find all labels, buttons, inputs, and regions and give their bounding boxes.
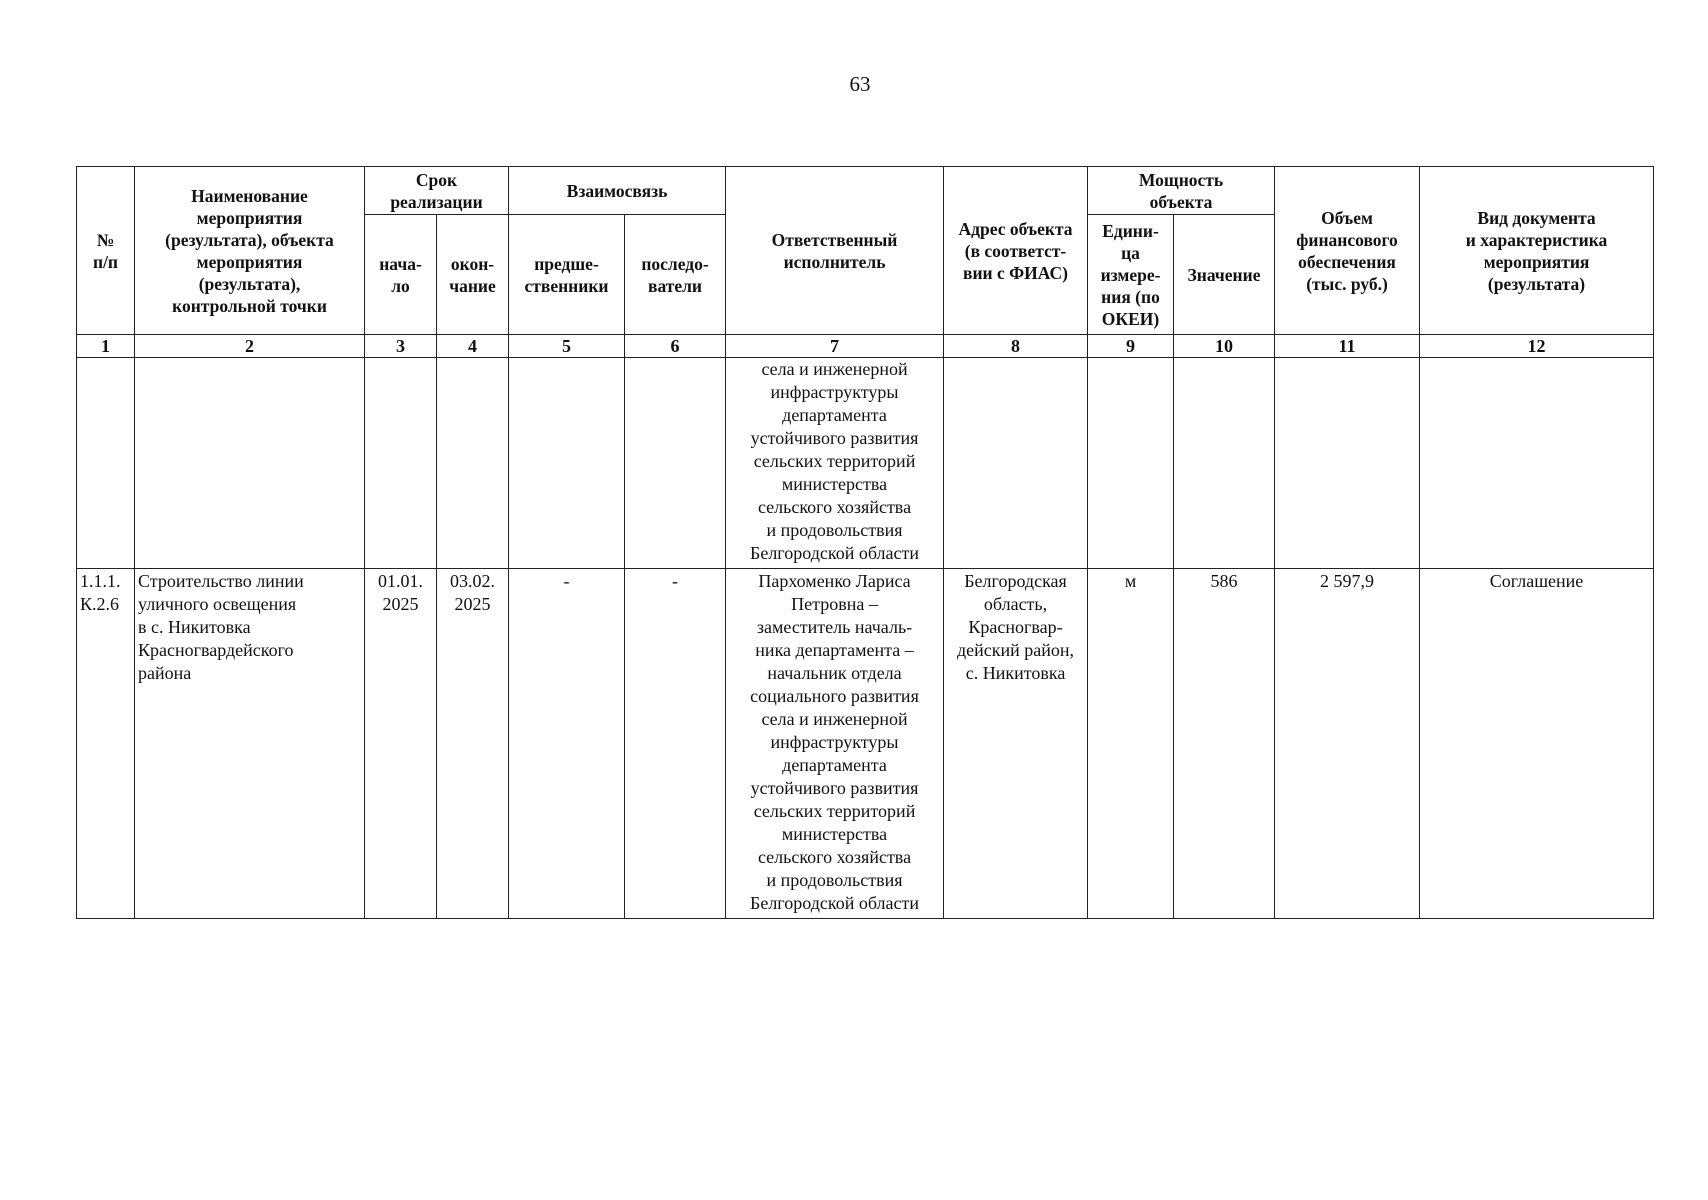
- cell-prev: -: [509, 569, 625, 919]
- cell-finance: [1275, 358, 1420, 569]
- cell-responsible: села и инженерной инфраструктуры департамента устойчивого развития сельских территорий министерства сельского хозяйства и продовольствия Белгородской области: [726, 358, 944, 569]
- header-term: Срок реализации: [365, 167, 509, 215]
- column-number: 12: [1420, 335, 1654, 358]
- header-no: № п/п: [77, 167, 135, 335]
- cell-end: [437, 358, 509, 569]
- column-number: 10: [1174, 335, 1275, 358]
- header-term-start: нача- ло: [365, 215, 437, 335]
- cell-address: Белгородская область, Красногвар- дейский район, с. Никитовка: [944, 569, 1088, 919]
- cell-next: [625, 358, 726, 569]
- header-address: Адрес объекта (в соответст- вии с ФИАС): [944, 167, 1088, 335]
- header-doc: Вид документа и характеристика мероприятия (результата): [1420, 167, 1654, 335]
- column-number: 4: [437, 335, 509, 358]
- cell-start: 01.01. 2025: [365, 569, 437, 919]
- cell-finance: 2 597,9: [1275, 569, 1420, 919]
- column-number: 8: [944, 335, 1088, 358]
- header-capacity: Мощность объекта: [1088, 167, 1275, 215]
- header-capacity-value: Значение: [1174, 215, 1275, 335]
- cell-doc: [1420, 358, 1654, 569]
- column-number: 6: [625, 335, 726, 358]
- events-table: [76, 166, 1654, 919]
- cell-unit: м: [1088, 569, 1174, 919]
- cell-doc: Соглашение: [1420, 569, 1654, 919]
- cell-start: [365, 358, 437, 569]
- header-capacity-unit: Едини- ца измере- ния (по ОКЕИ): [1088, 215, 1174, 335]
- header-finance: Объем финансового обеспечения (тыс. руб.): [1275, 167, 1420, 335]
- cell-value: 586: [1174, 569, 1275, 919]
- column-number: 11: [1275, 335, 1420, 358]
- cell-name: [135, 358, 365, 569]
- header-link-prev: предше- ственники: [509, 215, 625, 335]
- header-name: Наименование мероприятия (результата), объекта мероприятия (результата), контрольной точки: [135, 167, 365, 335]
- table-row: [77, 358, 1654, 569]
- header-term-end: окон- чание: [437, 215, 509, 335]
- column-number: 5: [509, 335, 625, 358]
- column-number: 7: [726, 335, 944, 358]
- cell-next: -: [625, 569, 726, 919]
- cell-unit: [1088, 358, 1174, 569]
- events-table-container: [76, 166, 1653, 919]
- column-number: 1: [77, 335, 135, 358]
- header-link: Взаимосвязь: [509, 167, 726, 215]
- cell-no: [77, 358, 135, 569]
- cell-responsible: Пархоменко Лариса Петровна – заместитель началь- ника департамента – начальник отдела социального развития села и инженерной инфраструктуры департамента устойчивого развития сельских территорий министерства сельского хозяйства и продовольствия Белгородской области: [726, 569, 944, 919]
- cell-name: Строительство линии уличного освещения в с. Никитовка Красногвардейского района: [135, 569, 365, 919]
- column-number: 2: [135, 335, 365, 358]
- cell-address: [944, 358, 1088, 569]
- cell-prev: [509, 358, 625, 569]
- header-link-next: последо- ватели: [625, 215, 726, 335]
- page-number: 63: [849, 72, 871, 96]
- table-row: [77, 569, 1654, 919]
- column-number: 9: [1088, 335, 1174, 358]
- column-number: 3: [365, 335, 437, 358]
- header-responsible: Ответственный исполнитель: [726, 167, 944, 335]
- cell-value: [1174, 358, 1275, 569]
- cell-no: 1.1.1. К.2.6: [77, 569, 135, 919]
- cell-end: 03.02. 2025: [437, 569, 509, 919]
